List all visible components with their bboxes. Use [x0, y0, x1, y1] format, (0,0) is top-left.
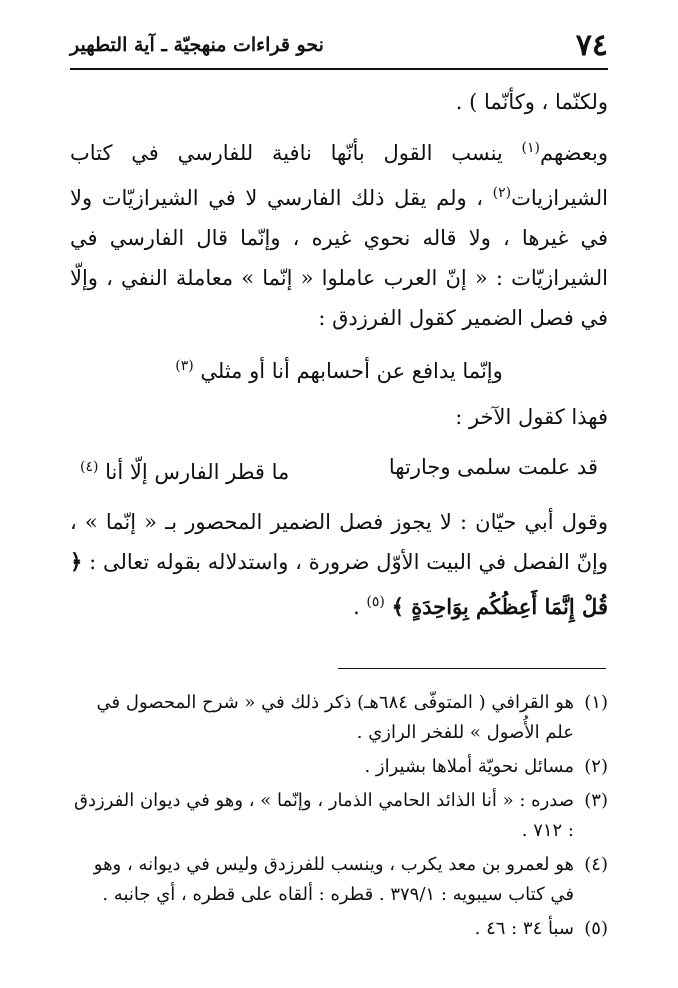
paragraph-4 — [70, 502, 608, 627]
verse-line-1 — [70, 346, 608, 391]
paragraph-1: ولكنّما ، وكأنّما ) . — [455, 90, 608, 114]
verse-hemistich-right: قد علمت سلمى وجارتها — [388, 455, 598, 479]
page-number: ٧٤ — [575, 28, 608, 63]
text-run: ينسب القول بأنّها نافية للفارسي في كتاب الشيرازيات — [70, 141, 608, 210]
text-run: وبعضهم — [540, 141, 608, 165]
footnote-item — [70, 688, 608, 748]
footnote-divider — [338, 668, 606, 669]
footnote-item — [70, 914, 608, 944]
footnote-text: سبأ ٣٤ : ٤٦ . — [474, 918, 574, 939]
footnote-text: صدره : « أنا الذائد الحامي الذمار ، وإنّما » ، وهو في ديوان الفرزدق : ٧١٢ . — [74, 790, 574, 841]
text-run: . — [353, 595, 367, 619]
text-run: ، ولم يقل ذلك الفارسي لا في الشيرازيّات ولا في غيرها ، ولا قاله نحوي غيره ، وإنّما قال الفارسي في الشيرازيّات : « إنّ العرب عاملوا « إنّما » معاملة النفي ، وإلّا في فصل الضمير كقول الفرزدق : — [70, 186, 608, 330]
footnote-text: مسائل نحويّة أملاها بشيراز . — [364, 756, 574, 777]
page-header — [70, 28, 608, 70]
footnote-ref-5: (٥) — [366, 594, 385, 610]
footnotes — [70, 688, 608, 948]
main-text — [70, 82, 608, 627]
footnote-item — [70, 850, 608, 910]
footnote-ref-2: (٢) — [492, 185, 512, 201]
text-run: وقول أبي حيّان : لا يجوز فصل الضمير المحصور بـ « إنّما » ، وإنّ الفصل في البيت الأوّل ضرورة ، واستدلاله بقوله تعالى : — [70, 510, 608, 574]
paragraph-3: فهذا كقول الآخر : — [455, 405, 608, 429]
verse-text: ما قطر الفارس إلّا أنا — [105, 460, 290, 484]
footnote-item — [70, 786, 608, 846]
footnote-number: (٣) — [584, 790, 608, 811]
paragraph-2 — [70, 128, 608, 338]
footnote-text: هو لعمرو بن معد يكرب ، وينسب للفرزدق وليس في ديوانه ، وهو في كتاب سيبويه : ٣٧٩/١ . قطره : ألقاه على قطره ، أي جانبه . — [93, 854, 574, 905]
footnote-number: (٥) — [584, 918, 608, 939]
verse-couplet — [70, 447, 608, 492]
verse-text: وإنّما يدافع عن أحسابهم أنا أو مثلي — [200, 359, 503, 383]
running-title: نحو قراءات منهجيّة ـ آية التطهير — [70, 34, 324, 56]
footnote-text: هو القرافي ( المتوفّى ٦٨٤هـ) ذكر ذلك في « شرح المحصول في علم الأُصول » للفخر الرازي . — [96, 692, 574, 743]
footnote-number: (٢) — [584, 756, 608, 777]
footnote-ref-3: (٣) — [175, 358, 194, 374]
footnote-item — [70, 752, 608, 782]
footnote-ref-1: (١) — [521, 140, 541, 156]
quran-verse: ﴿ قُلْ إِنَّمَا أَعِظُكُم بِوَاحِدَةٍ ﴾ — [70, 549, 608, 619]
footnote-number: (١) — [584, 692, 608, 713]
footnote-ref-4: (٤) — [80, 459, 99, 475]
verse-hemistich-left — [80, 447, 289, 492]
footnote-number: (٤) — [584, 854, 608, 875]
